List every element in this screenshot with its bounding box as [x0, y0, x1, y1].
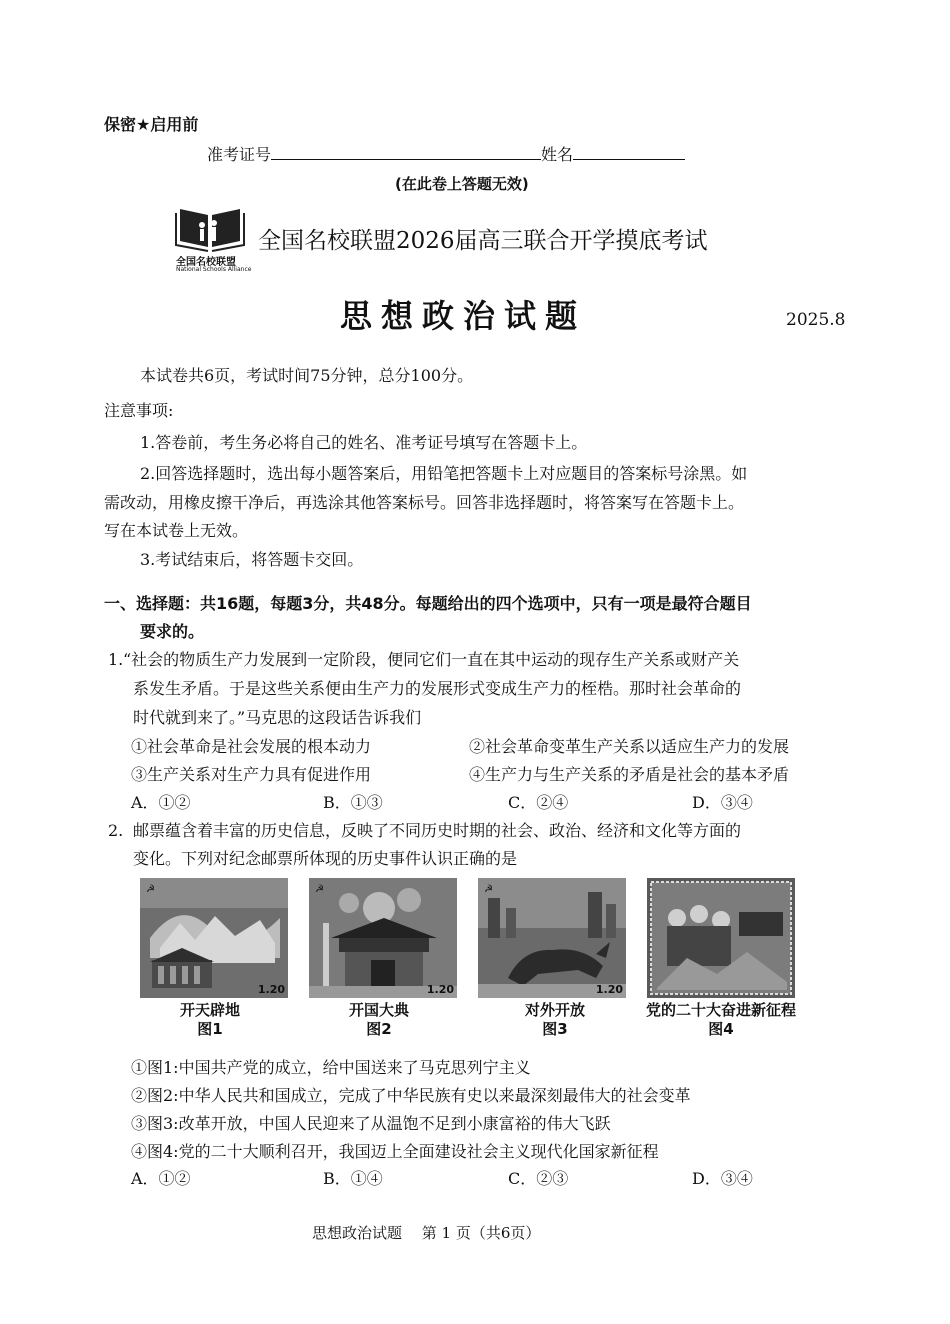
svg-text:☭: ☭: [315, 884, 324, 895]
exam-id-label: 准考证号: [207, 145, 272, 164]
stamp-image-3: [478, 878, 626, 998]
note-item-continued: 写在本试卷上无效。: [104, 521, 249, 540]
statement: ①社会革命是社会发展的根本动力: [131, 737, 372, 756]
statement: ②社会革命变革生产关系以适应生产力的发展: [469, 737, 790, 756]
option-c[interactable]: C．②④: [508, 793, 569, 812]
name-field[interactable]: [573, 145, 685, 160]
statement: ①图1:中国共产党的成立，给中国送来了马克思列宁主义: [131, 1058, 531, 1077]
exam-date: 2025.8: [786, 310, 846, 330]
stamp-value: 1.20: [257, 983, 285, 996]
option-b[interactable]: B．①③: [323, 793, 383, 812]
note-item: 1.答卷前，考生务必将自己的姓名、准考证号填写在答题卡上。: [140, 433, 588, 452]
statement: ③图3:改革开放，中国人民迎来了从温饱不足到小康富裕的伟大飞跃: [131, 1114, 611, 1133]
statement: ④生产力与生产关系的矛盾是社会的基本矛盾: [469, 765, 790, 784]
note-item: 2.回答选择题时，选出每小题答案后，用铅笔把答题卡上对应题目的答案标号涂黑。如: [140, 464, 748, 483]
statement: ②图2:中华人民共和国成立，完成了中华民族有史以来最深刻最伟大的社会变革: [131, 1086, 691, 1105]
note-item-continued: 需改动，用橡皮擦干净后，再选涂其他答案标号。回答非选择题时，将答案写在答题卡上。: [104, 493, 745, 512]
stamp-image-2: [309, 878, 457, 998]
stamp-image-1: [140, 878, 288, 998]
logo-text: 全国名校联盟: [176, 257, 236, 268]
question-text: “社会的物质生产力发展到一定阶段，便同它们一直在其中运动的现存生产关系或财产关: [123, 650, 740, 669]
section-heading-continued: 要求的。: [140, 622, 205, 641]
figure-label: 图3: [542, 1020, 568, 1038]
book-logo-icon: [172, 203, 248, 253]
svg-text:☭: ☭: [146, 884, 155, 895]
question-text: 变化。下列对纪念邮票所体现的历史事件认识正确的是: [133, 849, 518, 868]
stamp-caption: 开国大典: [348, 1001, 409, 1019]
section-heading: 一、选择题：共16题，每题3分，共48分。每题给出的四个选项中，只有一项是最符合题目: [104, 594, 752, 613]
question-number: 2.: [108, 821, 124, 840]
question-text: 系发生矛盾。于是这些关系便由生产力的发展形式变成生产力的桎梏。那时社会革命的: [133, 679, 742, 698]
exam-intro: 本试卷共6页，考试时间75分钟，总分100分。: [140, 366, 474, 385]
figure-label: 图2: [366, 1020, 392, 1038]
candidate-info-row: [207, 145, 685, 165]
notes-heading: 注意事项:: [104, 401, 174, 420]
logo-subtext: National Schools Alliance: [176, 266, 252, 273]
svg-text:☭: ☭: [484, 884, 493, 895]
name-label: 姓名: [541, 145, 574, 164]
question-text: 时代就到来了。”马克思的这段话告诉我们: [133, 708, 422, 727]
option-c[interactable]: C．②③: [508, 1169, 569, 1188]
invalid-note: (在此卷上答题无效): [395, 175, 529, 193]
stamp-value: 1.20: [426, 983, 454, 996]
statement: ④图4:党的二十大顺利召开，我国迈上全面建设社会主义现代化国家新征程: [131, 1142, 659, 1161]
stamp-image-4: [647, 878, 795, 998]
note-item: 3.考试结束后，将答题卡交回。: [140, 550, 364, 569]
figure-label: 图1: [197, 1020, 223, 1038]
question-text: 邮票蕴含着丰富的历史信息，反映了不同历史时期的社会、政治、经济和文化等方面的: [133, 821, 742, 840]
question-number: 1.: [108, 650, 124, 669]
figure-label: 图4: [708, 1020, 734, 1038]
confidential-label: 保密★启用前: [104, 115, 199, 134]
exam-title: 全国名校联盟2026届高三联合开学摸底考试: [258, 228, 708, 254]
subject-title: 思想政治试题: [340, 297, 587, 335]
option-d[interactable]: D．③④: [692, 793, 753, 812]
stamp-value: 1.20: [595, 983, 623, 996]
option-a[interactable]: A．①②: [131, 793, 191, 812]
page-footer: 思想政治试题 第 1 页（共6页）: [312, 1224, 541, 1242]
stamp-caption: 对外开放: [524, 1001, 585, 1019]
option-d[interactable]: D．③④: [692, 1169, 753, 1188]
stamp-caption: 党的二十大奋进新征程: [645, 1001, 796, 1019]
statement: ③生产关系对生产力具有促进作用: [131, 765, 372, 784]
exam-id-field[interactable]: [271, 145, 541, 160]
stamp-caption: 开天辟地: [179, 1001, 240, 1019]
option-b[interactable]: B．①④: [323, 1169, 383, 1188]
alliance-logo: [172, 203, 252, 275]
option-a[interactable]: A．①②: [131, 1169, 191, 1188]
